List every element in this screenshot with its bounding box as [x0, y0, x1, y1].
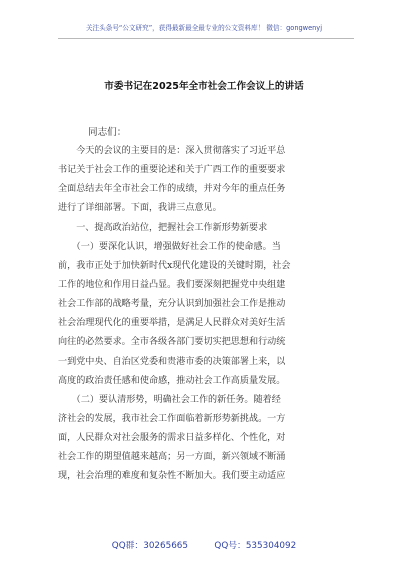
body-line: 书记关于社会工作的重要论述和关于广西工作的重要要求	[58, 165, 286, 176]
body-line: 全面总结去年全市社会工作的成绩，并对今年的重点任务	[58, 184, 286, 195]
body-line: 向往的必然要求。全市各级各部门要切实把思想和行动统	[58, 337, 286, 348]
body-line: （一）要深化认识，增强做好社会工作的使命感。当	[58, 241, 281, 252]
header-divider	[58, 38, 354, 39]
body-line: 面，人民群众对社会服务的需求日益多样化、个性化，对	[58, 433, 286, 444]
header-note: 关注头条号“公文研究”，获得最新最全最专业的公文资料库！ 微信：gongwenyj	[85, 24, 323, 32]
body-line: 济社会的发展，我市社会工作面临着新形势新挑战。一方	[58, 413, 286, 424]
body-line: 现，社会治理的难度和复杂性不断加大。我们要主动适应	[58, 471, 286, 482]
body-line: 进行了详细部署。下面，我讲三点意见。	[58, 203, 222, 214]
body-line: 社会治理现代化的重要举措，是满足人民群众对美好生活	[58, 318, 286, 329]
body-line: 社会工作的期望值越来越高；另一方面，新兴领域不断涌	[58, 452, 286, 463]
body-line: 社会工作部的战略考量，充分认识到加强社会工作是推动	[58, 299, 286, 310]
section-heading: 一、提高政治站位，把握社会工作新形势新要求	[58, 222, 268, 233]
body-line: 高度的政治责任感和使命感，推动社会工作高质量发展。	[58, 375, 286, 386]
body-line: （二）要认清形势，明确社会工作的新任务。随着经	[58, 394, 281, 405]
body-line: 一到党中央、自治区党委和贵港市委的决策部署上来，以	[58, 356, 286, 367]
salutation: 同志们：	[88, 127, 127, 138]
body-line: 工作的地位和作用日益凸显。我们要深刻把握党中央组建	[58, 279, 286, 290]
document-title: 市委书记在2025年全市社会工作会议上的讲话	[104, 81, 304, 92]
body-line: 今天的会议的主要目的是：深入贯彻落实了习近平总	[58, 146, 286, 156]
body-line: 前，我市正处于加快新时代x现代化建设的关键时期，社会	[58, 260, 291, 271]
footer-contact: QQ群：30265665 QQ号：535304092	[111, 541, 297, 551]
document-body	[58, 142, 356, 487]
